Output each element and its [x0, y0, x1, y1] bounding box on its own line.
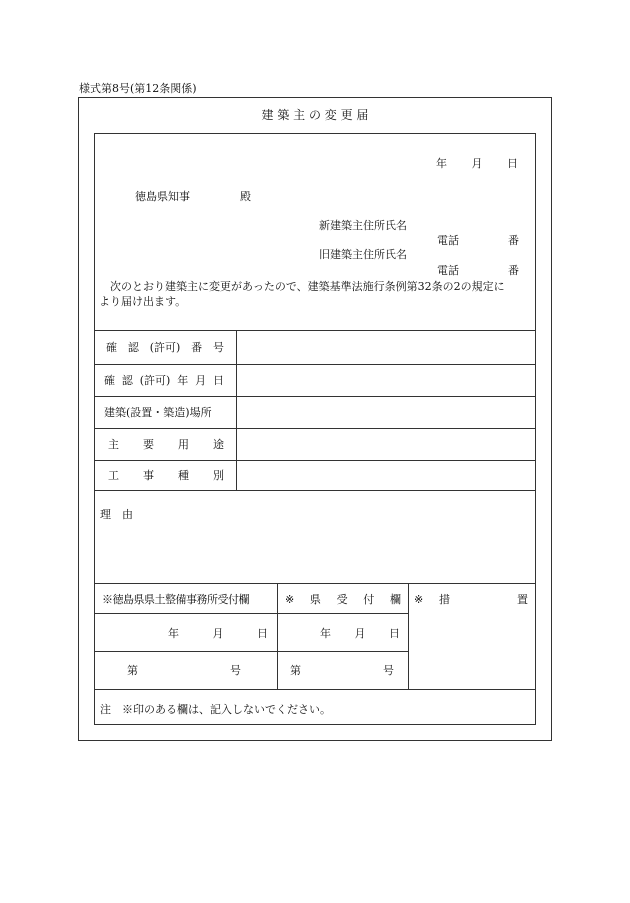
row-approval-date-label: 確 認 (許可) 年 月 日 [104, 374, 224, 387]
note: 注 ※印のある欄は、記入しないでください。 [100, 703, 331, 716]
row-approval-number-label: 確 認 (許可) 番 号 [106, 341, 224, 354]
location-field[interactable] [237, 397, 535, 428]
prefecture-reception-label: ※ 県 受 付 欄 [285, 593, 401, 606]
body-text-1: 次のとおり建築主に変更があったので、建築基準法施行条例第32条の2の規定に [99, 280, 505, 293]
office-date-line: 年 月 日 [168, 627, 268, 640]
office-reception-label: ※徳島県県土整備事務所受付欄 [102, 593, 249, 606]
honorific: 殿 [240, 190, 251, 203]
row-location-label: 建築(設置・築造)場所 [104, 406, 212, 419]
reason-label: 理 由 [100, 508, 133, 521]
row-main-use-label: 主 要 用 途 [108, 438, 224, 451]
approval-date-field[interactable] [237, 365, 535, 396]
body-text-2: より届け出ます。 [99, 295, 187, 308]
old-owner-phone: 電話 番 [437, 264, 519, 277]
office-number-line: 第 号 [127, 664, 241, 677]
prefecture-date-line: 年 月 日 [320, 627, 400, 640]
approval-number-field[interactable] [237, 331, 535, 364]
row-work-type-label: 工 事 種 別 [108, 469, 224, 482]
new-owner-phone: 電話 番 [437, 234, 519, 247]
action-label: ※ 措 置 [414, 593, 528, 606]
form-number: 様式第8号(第12条関係) [79, 82, 197, 95]
reason-field[interactable] [95, 491, 535, 583]
date-line: 年 月 日 [436, 157, 518, 170]
old-owner-label: 旧建築主住所氏名 [319, 248, 407, 261]
main-use-field[interactable] [237, 429, 535, 460]
work-type-field[interactable] [237, 461, 535, 490]
prefecture-number-line: 第 号 [290, 664, 394, 677]
addressee: 徳島県知事 [135, 190, 190, 203]
new-owner-label: 新建築主住所氏名 [319, 219, 407, 232]
form-title: 建 築 主 の 変 更 届 [261, 108, 369, 122]
